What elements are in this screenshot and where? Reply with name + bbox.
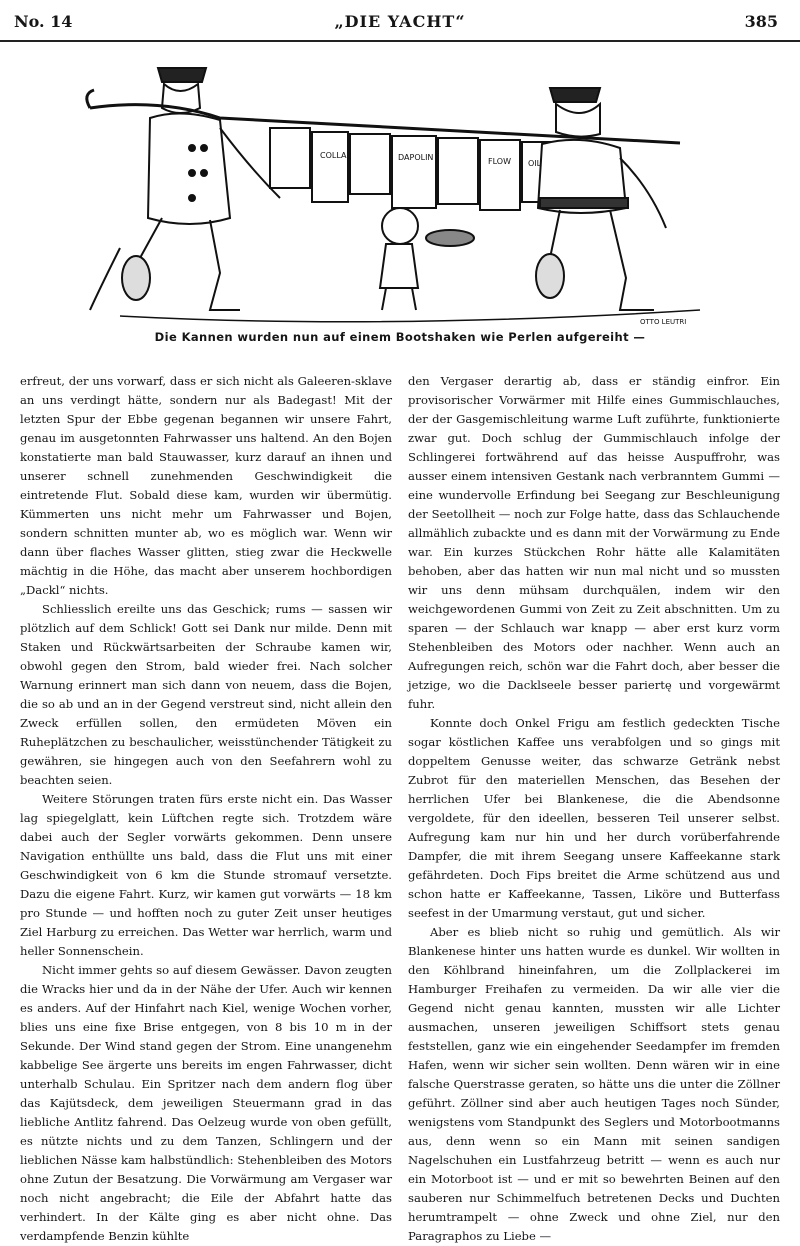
artist-signature: OTTO LEUTRI [640, 318, 687, 326]
paragraph: Weitere Störungen traten fürs erste nicht ein. Das Wasser lag spiegelglatt, kein Lüftchen regte sich. Trotzdem wäre dabei auch der Segler vorwärts gekommen. Denn unsere Navigation enthüllte uns bald, dass die Flut uns mit einer Geschwindigkeit von 6 km die Stunde stromauf versetzte. Dazu die eigene Fahrt. Kurz, wir kamen gut vorwärts — 18 km pro Stunde — und hofften noch zu guter Zeit unser heutiges Ziel Harburg zu erreichen. Das Wetter war herrlich, warm und heller Sonnenschein. [20, 792, 392, 958]
page-header [0, 0, 800, 42]
can-label-dapolin: DAPOLIN [398, 153, 434, 162]
can-label-oil: OIL [528, 159, 542, 168]
can-label-colla: COLLA [320, 151, 347, 160]
figure-caption: Die Kannen wurden nun auf einem Bootshaken wie Perlen aufgereiht — [154, 330, 646, 344]
issue-number: No. 14 [14, 12, 73, 31]
child-figure [380, 208, 474, 310]
right-man-figure [536, 88, 666, 310]
paragraph: den Vergaser derartig ab, dass er ständig einfror. Ein provisorischer Vorwärmer mit Hilfe eines Gummischlauches, der der Gasgemischleitung warme Luft zuführte, funktionierte zwar gut. Doch schlug der Gummischlauch infolge der Schlingerei fortwährend auf das heisse Auspuffrohr, was ausser einem intensiven Gestank nach verbranntem Gummi — eine wundervolle Erfindung bei Seegang zur Beschleunigung der Seetollheit — noch zur Folge hatte, dass das Schlauchende allmählich zubackte und es dann mit der Vorwärmung zu Ende war. Ein kurzes Stückchen Rohr hätte alle Kalamitäten behoben, aber das hatten wir nun mal nicht und so mussten wir uns denn mühsam durchquälen, indem wir den weichgewordenen Gummi von Zeit zu Zeit abschnitten. Um zu sparen — der Schlauch war knapp — aber erst kurz vorm Stehenbleiben des Motors oder nachher. Wenn auch an Aufregungen reich, schön war die Fahrt doch, aber besser die jetzige, wo die Dacklseele besser pariertę und vorgewärmt fuhr. [408, 374, 780, 711]
boathook-hook [87, 90, 94, 108]
paragraph: Aber es blieb nicht so ruhig und gemütlich. Als wir Blankenese hinter uns hatten wurde es dunkel. Wir wollten in den Köhlbrand hineinfahren, um die Zollplackerei im Hamburger Freihafen zu vermeiden. Da wir alle vier die Gegend nicht genau kannten, mussten wir alle Lichter ausmachen, unseren jeweiligen Schiffsort stets genau feststellen, ganz wie ein eingehender Seedampfer im fremden Hafen, wenn wir sicher sein wollten. Denn wären wir in eine falsche Querstrasse geraten, so hätte uns die unter die Zöllner geführt. Zöllner sind aber auch heutigen Tages noch Sünder, wenigstens vom Standpunkt des Seglers und Motorbootmanns aus, denn wenn so ein Mann mit seinen sandigen Nagelschuhen ein Lustfahrzeug betritt — wenn es auch nur ein Motorboot ist — und er mit so bewehrten Beinen auf den sauberen nur Schimmelfuch betretenen Decks und Duchten herumtrampelt — ohne Zweck und ohne Ziel, nur den Paragraphos zu Liebe — [408, 925, 780, 1243]
left-column [20, 372, 392, 1243]
can-label-flow: FLOW [488, 157, 511, 166]
paragraph: Konnte doch Onkel Frigu am festlich gedeckten Tische sogar köstlichen Kaffee uns verabfolgen und so gings mit doppeltem Genusse weiter, das schwarze Getränk nebst Zubrot für den materiellen Menschen, das Besehen der herrlichen Ufer bei Blankenese, die die Abendsonne vergoldete, für den ideellen, besseren Teil unserer selbst. Aufregung kam nur hin und her durch vorüberfahrende Dampfer, die mit ihrem Seegang unsere Kaffeekanne stark gefährdeten. Doch Fips breitet die Arme schützend aus und schon hatte er Kaffeekanne, Tassen, Liköre und Butterfass seefest in der Umarmung verstaut, gut und sicher. [408, 716, 780, 920]
page-number: 385 [744, 12, 778, 31]
cartoon-illustration [80, 48, 720, 328]
article-body [20, 372, 780, 1243]
paragraph: Nicht immer gehts so auf diesem Gewässer. Davon zeugten die Wracks hier und da in der Nähe der Ufer. Auch wir kennen es anders. Auf der Hinfahrt nach Kiel, wenige Wochen vorher, blies uns eine fixe Brise entgegen, von 8 bis 10 m in der Sekunde. Der Wind stand gegen der Strom. Eine unangenehm kabbelige See ärgerte uns bereits im engen Fahrwasser, dicht unterhalb Schulau. Ein Spritzer nach dem andern flog über das Kajütsdeck, dem jeweiligen Steuermann grad in das liebliche Antlitz fahrend. Das Oelzeug wurde von oben gefüllt, es nützte nichts und zu dem Tanzen, Schlingern und der lieblichen Nässe kam halbstündlich: Stehenbleiben des Motors ohne Zutun der Besatzung. Die Vorwärmung am Vergaser war noch nicht angebracht; die Eile der Abfahrt hatte das verhindert. In der Kälte ging es aber nicht ohne. Das verdampfende Benzin kühlte [20, 963, 392, 1243]
journal-title: „DIE YACHT“ [334, 12, 466, 31]
right-column [408, 372, 780, 1243]
paragraph: Schliesslich ereilte uns das Geschick; rums — sassen wir plötzlich auf dem Schlick! Gott sei Dank nur milde. Denn mit Staken und Rückwärtsarbeiten der Schraube kamen wir, obwohl gegen den Strom, bald wieder frei. Nach solcher Warnung erinnert man sich dann von neuem, dass die Bojen, die so ab und an in der Gegend verstreut sind, nicht allein den Zweck erfüllen sollen, den ermüdeten Möven ein Ruheplätzchen zu beschaulicher, weisstünchender Tätigkeit zu gewähren, sie hingegen auch von den Seefahrern wohl zu beachten seien. [20, 602, 392, 787]
paragraph: erfreut, der uns vorwarf, dass er sich nicht als Galeeren-sklave an uns verdingt hätte, sondern nur als Badegast! Mit der letzten Spur der Ebbe gegenan begannen wir unsere Fahrt, genau im ausgetonnten Fahrwasser uns haltend. An den Bojen konstatierte man bald Stauwasser, kurz darauf an ihnen und unserer schnell zunehmenden Geschwindigkeit die eintretende Flut. Sobald diese kam, wurden wir übermütig. Kümmerten uns nicht mehr um Fahrwasser und Bojen, sondern schnitten munter ab, wo es möglich war. Wenn wir dann über flaches Wasser glitten, stieg zwar die Heckwelle mächtig in die Höhe, das macht aber unserem hochbordigen „Dackl“ nichts. [20, 374, 392, 597]
